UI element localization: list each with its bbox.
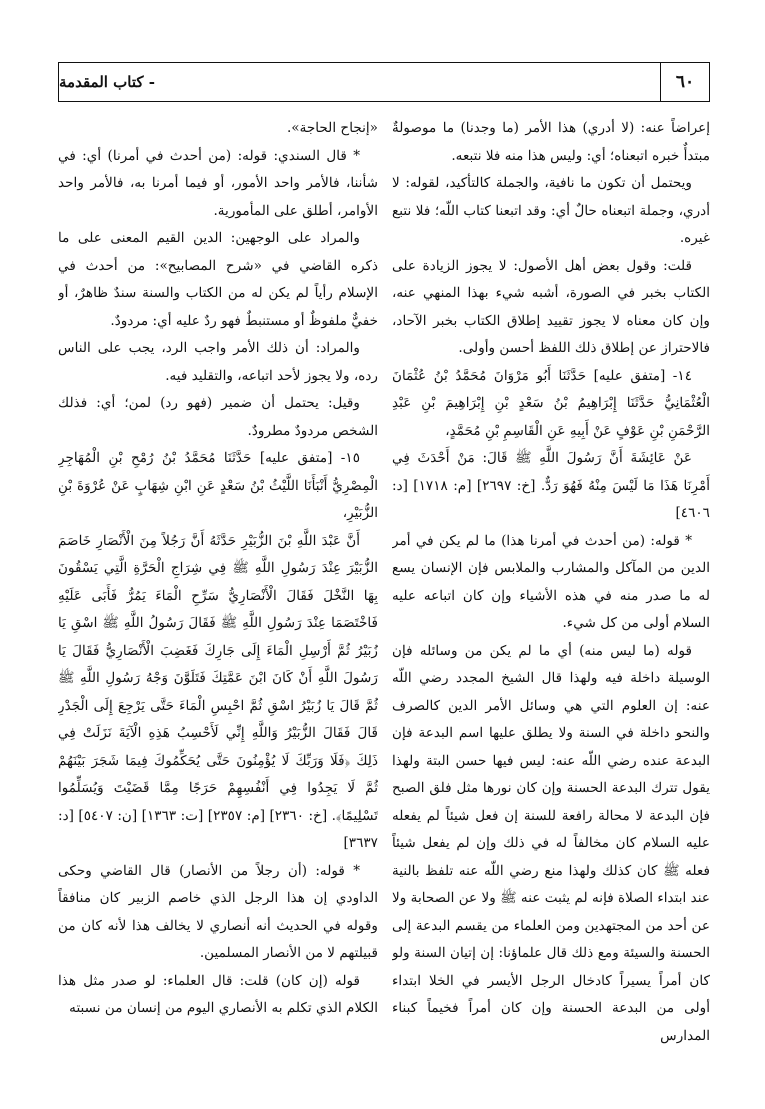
paragraph: قوله (ما ليس منه) أي ما لم يكن من وسائله فإن الوسيلة داخلة فيه ولهذا قال الشيخ المجدد رضي اللّه عنه: إن العلوم التي هي وسائل الأمر الدين كالصرف والنحو داخلة في السنة ولا يطلق عليها اسم البدعة فإن البدعة عنده رضي اللّه عنه: ليس فيها حسن البتة ولهذا يقول تترك البدعة الحسنة وإن كان نورها مثل فلق الصبح فإن البدعة لا محالة رافعة للسنة إن فعل شيئاً لم يفعله عليه السلام كان مخالفاً له في ذلك وإن لم يفعل شيئاً فعله ﷺ كان كذلك ولهذا منع رضي اللّه عنه تلفظ بالنية عند ابتداء الصلاة فإنه لم يثبت عنه ﷺ ولا عن الصحابة ولا عن أحد من المجتهدين ومن العلماء من يقسم البدعة إلى الحسنة والسيئة ومع ذلك قال علماؤنا: إن إتيان السنة ولو كان أمراً يسيراً كادخال الرجل الأيسر في الخلا ابتداء أولى من البدعة الحسنة وإن كان أمراً فخيماً كبناء المدارس (392, 642, 710, 1044)
page-number: ٦٠ (660, 63, 709, 101)
left-text-column (58, 115, 378, 1093)
paragraph: والمراد على الوجهين: الدين القيم المعنى على ما ذكره القاضي في «شرح المصابيح»: من أحدث في الإسلام رأياً لم يكن له من الكتاب والسنة سندٌ ظاهرٌ، أو خفيٌّ ملفوظٌ أو مستنبطٌ فهو ردٌ عليه أي: مردودٌ. (58, 230, 378, 329)
paragraph: قلت: وقول بعض أهل الأصول: لا يجوز الزيادة على الكتاب بخبر في الصورة، أشبه شيء بهذا المنهي عنه، وإن كان معناه لا يجوز تقييد إطلاق الكتاب بخبر الآحاد، فالاحتراز عن إطلاق ذلك اللفظ أحسن وأولى. (392, 257, 710, 356)
paragraph: أَنَّ عَبْدَ اللَّهِ بْنَ الزُّبَيْرِ حَدَّثَهُ أَنَّ رَجُلاً مِنَ الْأَنْصَارِ خَاصَمَ الزُّبَيْرَ عِنْدَ رَسُولِ اللَّهِ ﷺ فِي شِرَاجِ الْحَرَّةِ الَّتِي يَسْقُونَ بِهَا النَّخْلَ فَقَالَ الْأَنْصَارِيُّ سَرِّحِ الْمَاءَ يَمُرُّ فَأَبَى عَلَيْهِ فَاخْتَصَمَا عِنْدَ رَسُولِ اللَّهِ ﷺ فَقَالَ رَسُولُ اللَّهِ ﷺ اسْقِ يَا زُبَيْرُ ثُمَّ أَرْسِلِ الْمَاءَ إِلَى جَارِكَ فَغَضِبَ الْأَنْصَارِيُّ فَقَالَ يَا رَسُولَ اللَّهِ أَنْ كَانَ ابْنَ عَمَّتِكَ فَتَلَوَّنَ وَجْهُ رَسُولِ اللَّهِ ﷺ ثُمَّ قَالَ يَا زُبَيْرُ اسْقِ ثُمَّ احْبِسِ الْمَاءَ حَتَّى يَرْجِعَ إِلَى الْجَدْرِ قَالَ فَقَالَ الزُّبَيْرُ وَاللَّهِ إِنِّي لَأَحْسِبُ هَذِهِ الْآيَةَ نَزَلَتْ فِي ذَلِكَ ﴿فَلَا وَرَبِّكَ لَا يُؤْمِنُونَ حَتَّى يُحَكِّمُوكَ فِيمَا شَجَرَ بَيْنَهُمْ ثُمَّ لَا يَجِدُوا فِي أَنْفُسِهِمْ حَرَجًا مِمَّا قَضَيْتَ وَيُسَلِّمُوا تَسْلِيمًا﴾. [خ: ٢٣٦٠] [م: ٢٣٥٧] [ت: ١٣٦٣] [ن: ٥٤٠٧] [د: ٣٦٣٧] (58, 532, 378, 851)
paragraph: قوله (إن كان) قلت: قال العلماء: لو صدر مثل هذا الكلام الذي تكلم به الأنصاري اليوم من إنسان من نسبته (58, 972, 378, 1016)
paragraph: وقيل: يحتمل أن ضمير (فهو رد) لمن؛ أي: فذلك الشخص مردودٌ مطرودٌ. (58, 395, 378, 439)
right-text-column (392, 115, 710, 1093)
paragraph: * قوله: (من أحدث في أمرنا هذا) ما لم يكن في أمر الدين من المآكل والمشارب والملابس فإن الإنسان يسع له ما صدر منه في هذه الأشياء وإن كان اتباعه عليه السلام أولى من كل شيء. (392, 532, 710, 631)
book-title: - كتاب المقدمة (59, 73, 155, 91)
paragraph: عَنْ عَائِشَةَ أَنَّ رَسُولَ اللَّهِ ﷺ قَالَ: مَنْ أَحْدَثَ فِي أَمْرِنَا هَذَا مَا لَيْسَ مِنْهُ فَهُوَ رَدٌّ. [خ: ٢٦٩٧] [م: ١٧١٨] [د: ٤٦٠٦] (392, 450, 710, 521)
paragraph: * قوله: (أن رجلاً من الأنصار) قال القاضي وحكى الداودي إن هذا الرجل الذي خاصم الزبير كان منافقاً وقوله في الحديث أنه أنصاري لا يخالف هذا لأنه كان من قبيلتهم لا من الأنصار المسلمين. (58, 862, 378, 961)
paragraph: «إنجاح الحاجة». (286, 120, 378, 136)
paragraph: ١٥- [متفق عليه] حَدَّثَنَا مُحَمَّدُ بْنُ رُمْحِ بْنِ الْمُهَاجِرِ الْمِصْرِيُّ أَنْبَأَنَا اللَّيْثُ بْنُ سَعْدٍ عَنِ ابْنِ شِهَابٍ عَنْ عُرْوَةَ بْنِ الزُّبَيْرِ، (58, 450, 378, 521)
paragraph: والمراد: أن ذلك الأمر واجب الرد، يجب على الناس رده، ولا يجوز لأحد اتباعه، والتقليد فيه. (58, 340, 378, 384)
paragraph: إعراضاً عنه: (لا أدري) هذا الأمر (ما وجدنا) ما موصولةٌ مبتدأٌ خبره اتبعناه؛ أي: وليس هذا منه فلا نتبعه. (392, 120, 710, 164)
paragraph: * قال السندي: قوله: (من أحدث في أمرنا) أي: في شأننا، فالأمر واحد الأمور، أو فيما أمرنا به، فالأمر واحد الأوامر، أطلق على المأمورية. (58, 147, 378, 219)
paragraph: ١٤- [متفق عليه] حَدَّثَنَا أَبُو مَرْوَانَ مُحَمَّدُ بْنُ عُثْمَانَ الْعُثْمَانِيُّ حَدَّثَنَا إِبْرَاهِيمُ بْنُ سَعْدٍ بْنِ إِبْرَاهِيمَ بْنِ عَبْدِ الرَّحْمَنِ بْنِ عَوْفٍ عَنْ أَبِيهِ عَنِ الْقَاسِمِ بْنِ مُحَمَّدٍ، (392, 367, 710, 439)
page-header (58, 62, 710, 102)
paragraph: ويحتمل أن تكون ما نافية، والجملة كالتأكيد، لقوله: لا أدري، وجملة اتبعناه حالٌ أي: وقد اتبعنا كتاب اللّه؛ فلا نتبع غيره. (392, 175, 710, 246)
